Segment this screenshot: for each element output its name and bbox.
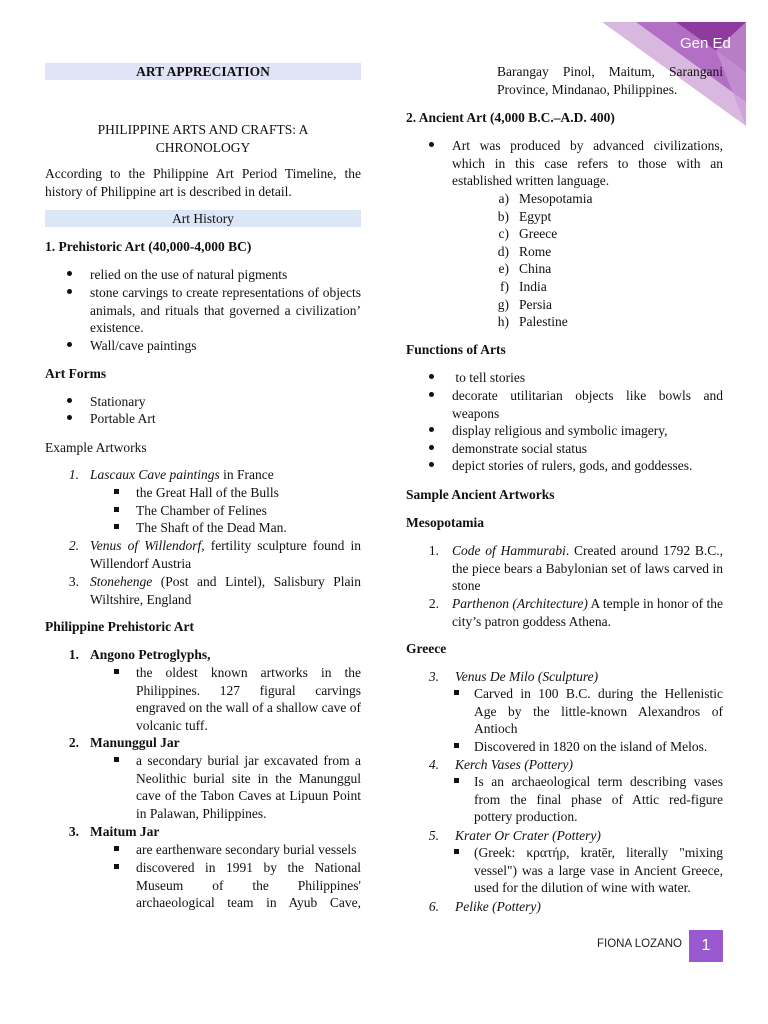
list-number: 6.: [428, 899, 439, 914]
sub-bullet: [114, 524, 119, 529]
list-number: 1.: [428, 543, 439, 558]
list-number: 3.: [68, 824, 79, 839]
list-number: 3.: [428, 669, 439, 684]
greece-item-desc: Is an archaeological term describing vases from the final phase of Attic red-figure pottery production.: [474, 774, 723, 825]
list-letter: e): [498, 261, 509, 277]
list-number: 1.: [68, 467, 79, 482]
functions-heading: Functions of Arts: [406, 342, 506, 357]
list-number: 5.: [428, 828, 439, 843]
greece-item-desc: Carved in 100 B.C. during the Hellenistic Age by the little-known Alexandros of Antioch: [474, 686, 723, 737]
function-item: decorate utilitarian objects like bowls and weapons: [452, 388, 723, 421]
footer-author: FIONA LOZANO: [597, 938, 682, 950]
list-letter: a): [498, 191, 509, 206]
greece-item-title: Pelike (Pottery): [455, 899, 541, 914]
art-form-item: Portable Art: [90, 411, 156, 426]
greece-item-title: Krater Or Crater (Pottery): [455, 828, 601, 843]
prehistoric-bullet-2: stone carvings to create representations of objects animals, and rituals that governed a civilization’ existence.: [90, 285, 361, 336]
example-rest: , fertility sculpture found in Willendorf Austria: [90, 538, 361, 571]
list-number: 1.: [68, 647, 79, 662]
list-letter: f): [500, 279, 509, 294]
ph-item-title: Angono Petroglyphs,: [90, 647, 211, 662]
artwork-title: Parthenon (Architecture): [452, 596, 588, 611]
list-number: 2.: [68, 735, 79, 750]
civilization-item: Palestine: [519, 314, 568, 330]
function-item: depict stories of rulers, gods, and goddesses.: [452, 458, 693, 473]
intro-paragraph: According to the Philippine Art Period Timeline, the history of Philippine art is described in detail.: [45, 166, 361, 199]
civilization-item: China: [519, 261, 552, 277]
list-number: 3.: [68, 574, 79, 589]
bullet-dot: [67, 398, 72, 403]
artwork-desc: A temple in honor of the city’s patron goddess Athena.: [452, 596, 723, 629]
function-item: display religious and symbolic imagery,: [452, 423, 668, 438]
example-sub-item: The Chamber of Felines: [136, 503, 267, 518]
greece-heading: Greece: [406, 641, 447, 656]
art-history-band: Art History: [45, 210, 361, 227]
sub-bullet: [454, 690, 459, 695]
example-artworks-heading: Example Artworks: [45, 440, 147, 455]
list-number: 2.: [428, 596, 439, 611]
prehistoric-bullet-3: Wall/cave paintings: [90, 338, 197, 353]
prehistoric-heading: 1. Prehistoric Art (40,000-4,000 BC): [45, 239, 252, 254]
prehistoric-bullet-1: relied on the use of natural pigments: [90, 267, 288, 282]
continued-text: Barangay Pinol, Maitum, Sarangani Province, Mindanao, Philippines.: [497, 64, 723, 97]
sub-bullet: [454, 849, 459, 854]
example-title: Stonehenge: [90, 574, 153, 589]
ph-item-desc: are earthenware secondary burial vessels: [136, 842, 357, 857]
example-item-3: [90, 573, 361, 608]
art-forms-heading: Art Forms: [45, 366, 107, 381]
mesopotamia-heading: Mesopotamia: [406, 515, 484, 530]
example-rest: in France: [219, 467, 274, 482]
sub-bullet: [114, 669, 119, 674]
sub-bullet: [114, 757, 119, 762]
civilization-item: Rome: [519, 243, 552, 259]
list-number: 4.: [428, 757, 439, 772]
list-letter: g): [497, 296, 509, 312]
greece-item-title: Venus De Milo (Sculpture): [455, 669, 599, 684]
list-letter: c): [498, 226, 509, 242]
function-item: to tell stories: [452, 370, 526, 385]
section-heading: PHILIPPINE ARTS AND CRAFTS: A CHRONOLOGY: [97, 122, 309, 155]
ph-item-desc: a secondary burial jar excavated from a Neolithic burial site in the Manunggul cave of the Tabon Caves at Lipuun Point in Palawan, Philippines.: [136, 753, 361, 821]
sample-heading: Sample Ancient Artworks: [406, 487, 555, 502]
greece-item-title: Kerch Vases (Pottery): [455, 757, 573, 772]
sub-bullet: [114, 846, 119, 851]
list-letter: d): [497, 243, 509, 259]
greece-item-desc: Discovered in 1820 on the island of Melos.: [474, 739, 708, 754]
art-form-item: Stationary: [90, 394, 146, 409]
sub-bullet: [114, 489, 119, 494]
sub-bullet: [114, 507, 119, 512]
bullet-dot: [429, 392, 434, 397]
ph-item-desc: the oldest known artworks in the Philippines. 127 figural carvings engraved on the wall of a shallow cave of volcanic tuff.: [136, 665, 361, 733]
sub-bullet: [454, 778, 459, 783]
bullet-dot: [429, 445, 434, 450]
meso-item-1: [452, 542, 723, 595]
ph-item-title: Manunggul Jar: [90, 735, 180, 750]
bullet-dot: [67, 415, 72, 420]
bullet-dot: [429, 374, 434, 379]
bullet-dot: [67, 342, 72, 347]
example-item-1: [90, 466, 361, 484]
example-rest: (Post and Lintel), Salisbury Plain Wiltshire, England: [90, 574, 361, 607]
list-letter: h): [497, 314, 509, 330]
sub-bullet: [114, 864, 119, 869]
ph-item-desc: discovered in 1991 by the National Museum of the Philippines' archaeological team in Ayub Cave,: [136, 860, 361, 911]
ancient-heading: 2. Ancient Art (4,000 B.C.–A.D. 400): [406, 110, 615, 125]
civilization-item: Mesopotamia: [519, 191, 593, 206]
corner-label: Gen Ed: [680, 35, 731, 52]
civilization-item: Greece: [519, 226, 558, 242]
bullet-dot: [429, 142, 434, 147]
sub-bullet: [454, 743, 459, 748]
bullet-dot: [67, 271, 72, 276]
page-number: 1: [689, 930, 723, 962]
greece-item-desc: (Greek: κρατήρ, kratēr, literally "mixing vessel") was a large vase in Ancient Greece, used for the dilution of wine with water.: [474, 845, 723, 896]
civilization-item: Persia: [519, 296, 552, 312]
example-sub-item: the Great Hall of the Bulls: [136, 485, 279, 500]
civilization-item: Egypt: [519, 208, 552, 224]
bullet-dot: [67, 289, 72, 294]
bullet-dot: [429, 462, 434, 467]
ph-prehistoric-heading: Philippine Prehistoric Art: [45, 619, 194, 634]
civilization-item: India: [519, 279, 547, 294]
function-item: demonstrate social status: [452, 441, 587, 456]
list-number: 2.: [68, 538, 79, 553]
bullet-dot: [429, 427, 434, 432]
example-title: Lascaux Cave paintings: [90, 467, 220, 482]
doc-title: ART APPRECIATION: [45, 63, 361, 80]
example-title: Venus of Willendorf: [90, 538, 202, 553]
example-sub-item: The Shaft of the Dead Man.: [136, 520, 287, 535]
example-item-2: [90, 537, 361, 572]
list-letter: b): [497, 208, 509, 224]
ancient-bullet: Art was produced by advanced civilizations, which in this case refers to those with an established written language.: [452, 138, 723, 189]
artwork-title: Code of Hammurabi: [452, 543, 566, 558]
meso-item-2: [452, 595, 723, 630]
ph-item-title: Maitum Jar: [90, 824, 160, 839]
artwork-desc: . Created around 1792 B.C., the piece bears a Babylonian set of laws carved in stone: [452, 543, 723, 594]
